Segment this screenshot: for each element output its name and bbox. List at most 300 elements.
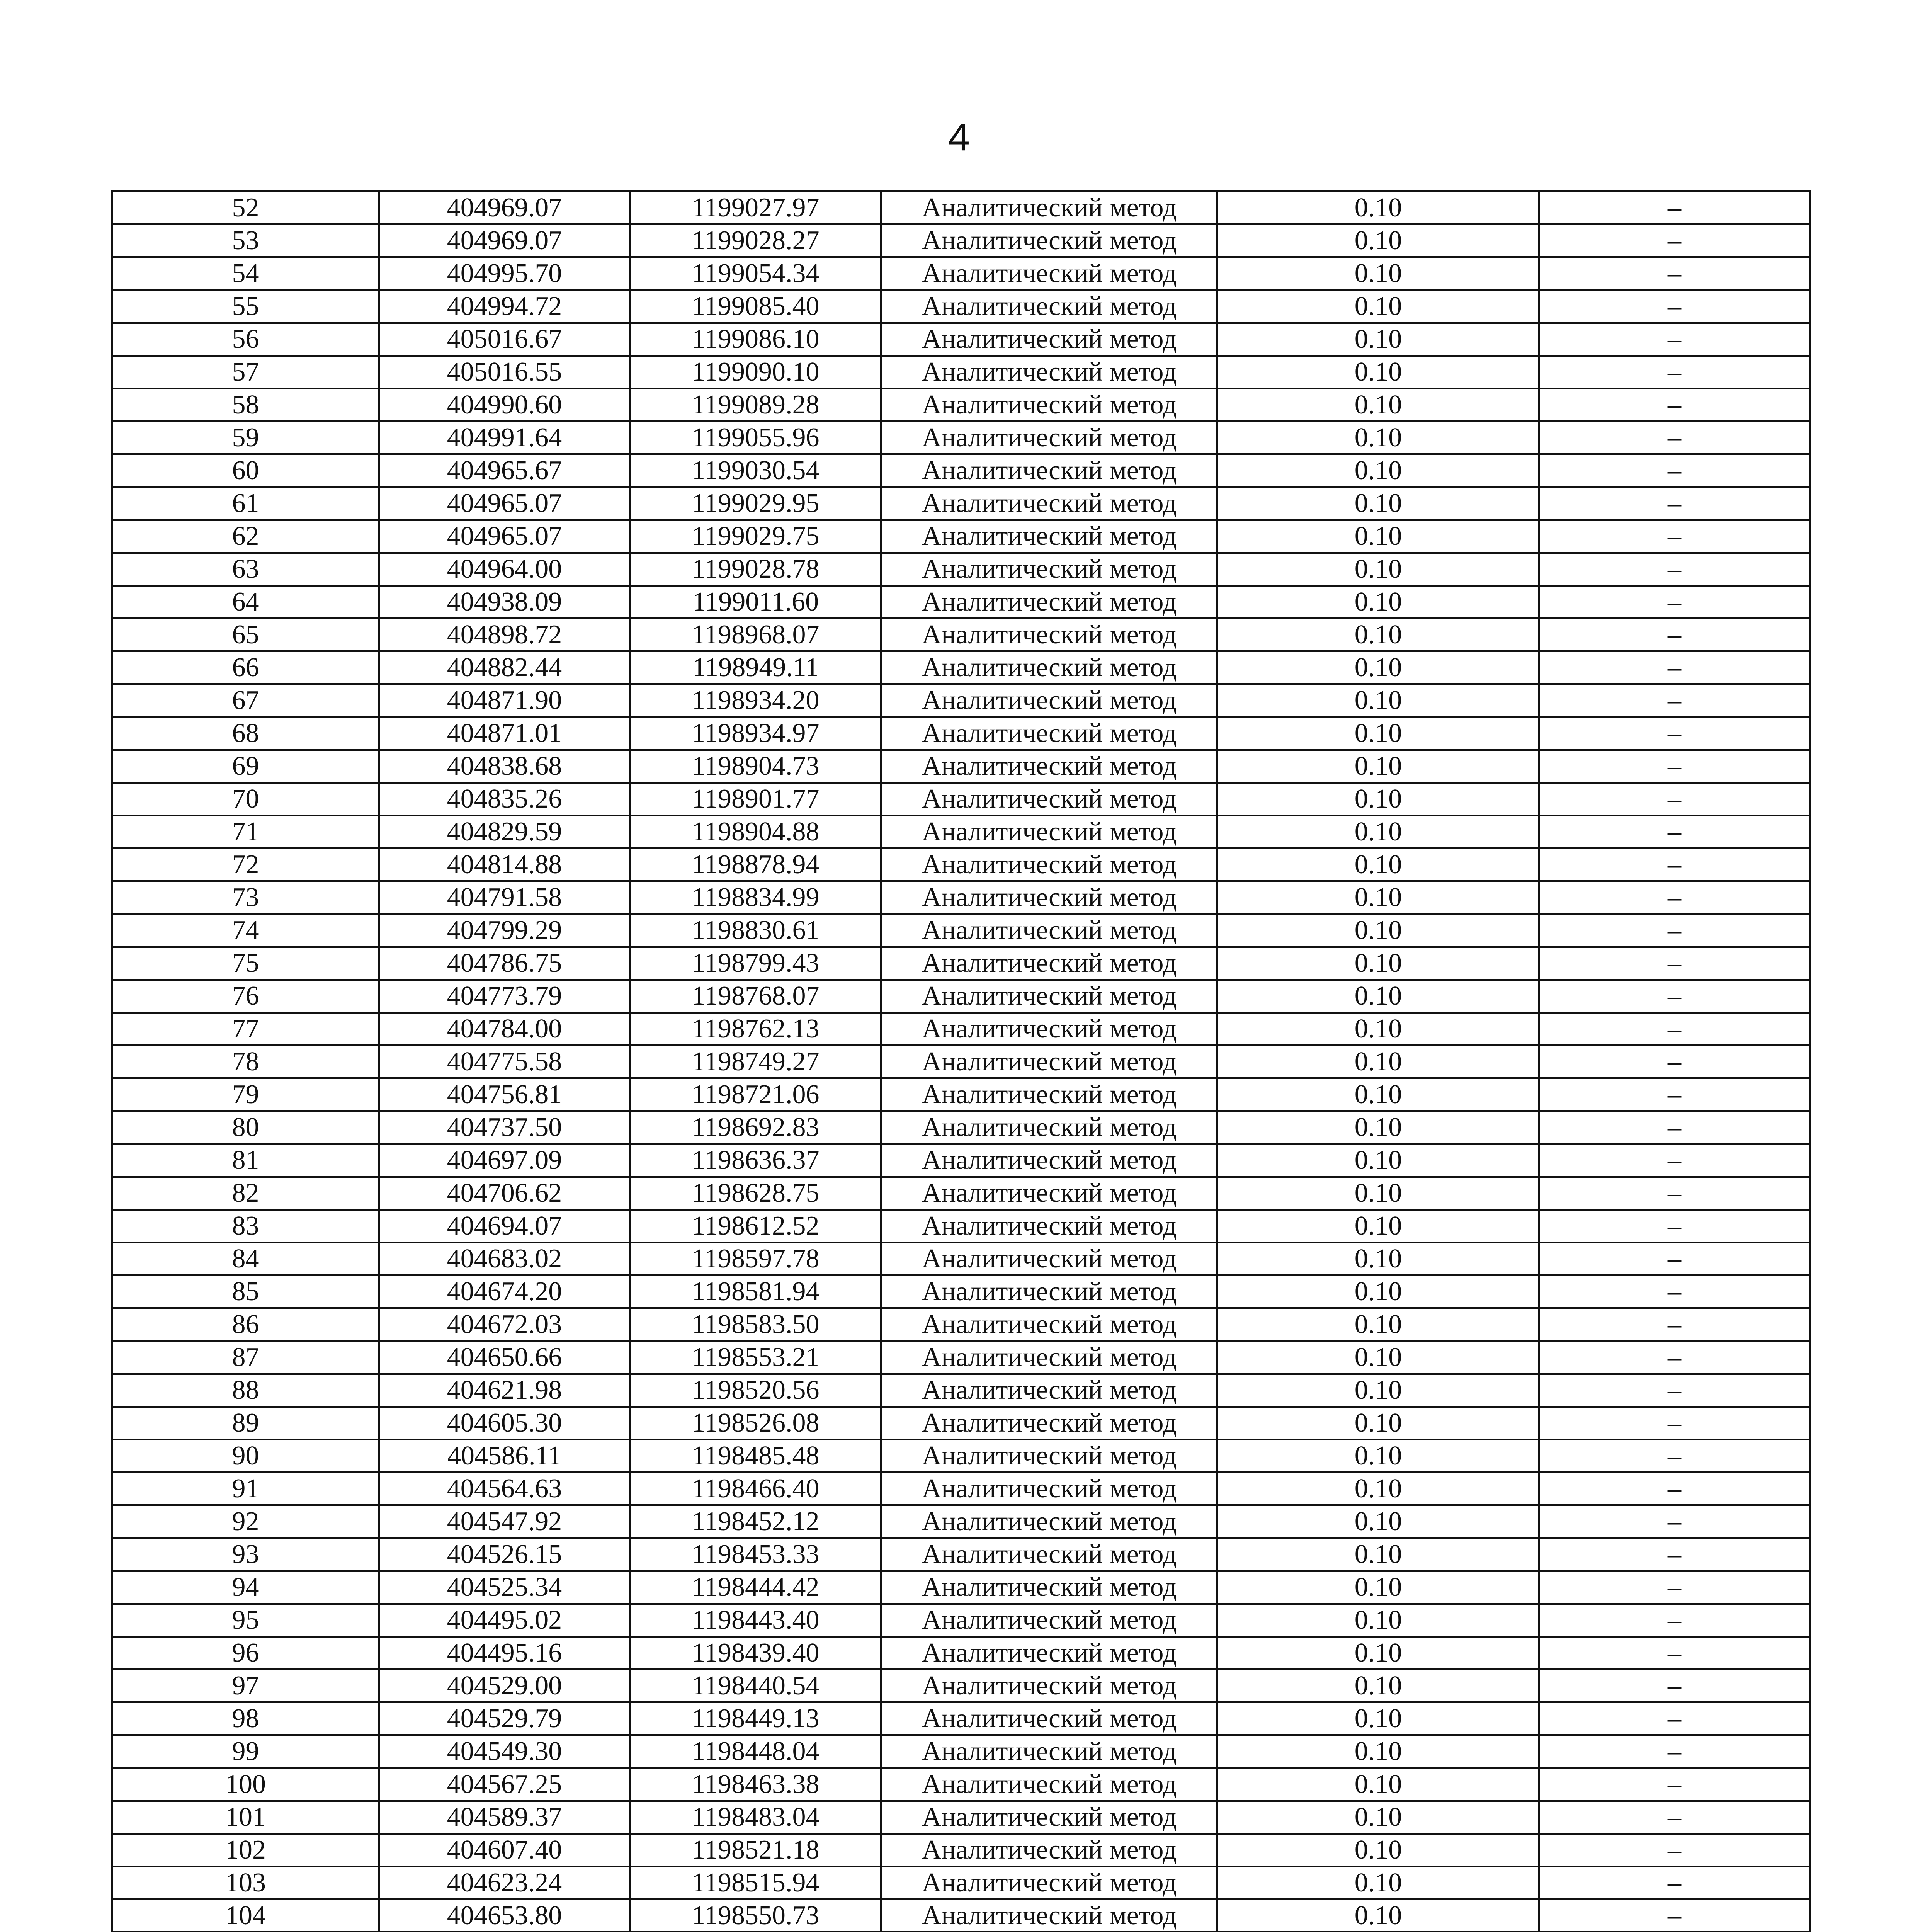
note-cell: – xyxy=(1539,1867,1810,1900)
y-coordinate-cell: 1198949.11 xyxy=(630,651,881,684)
y-coordinate-cell: 1198830.61 xyxy=(630,914,881,947)
accuracy-cell: 0.10 xyxy=(1217,816,1539,849)
y-coordinate-cell: 1199089.28 xyxy=(630,389,881,422)
point-number-cell: 96 xyxy=(112,1637,379,1670)
table-row xyxy=(112,454,1810,487)
point-number-cell: 82 xyxy=(112,1177,379,1210)
note-cell: – xyxy=(1539,1538,1810,1571)
y-coordinate-cell: 1198904.88 xyxy=(630,816,881,849)
accuracy-cell: 0.10 xyxy=(1217,1243,1539,1276)
method-cell: Аналитический метод xyxy=(881,487,1217,520)
x-coordinate-cell: 405016.55 xyxy=(379,356,630,389)
note-cell: – xyxy=(1539,422,1810,454)
x-coordinate-cell: 404495.16 xyxy=(379,1637,630,1670)
method-cell: Аналитический метод xyxy=(881,1046,1217,1078)
accuracy-cell: 0.10 xyxy=(1217,717,1539,750)
y-coordinate-cell: 1198934.20 xyxy=(630,684,881,717)
y-coordinate-cell: 1198452.12 xyxy=(630,1505,881,1538)
accuracy-cell: 0.10 xyxy=(1217,1276,1539,1308)
note-cell: – xyxy=(1539,1473,1810,1505)
x-coordinate-cell: 404737.50 xyxy=(379,1111,630,1144)
method-cell: Аналитический метод xyxy=(881,1177,1217,1210)
x-coordinate-cell: 404938.09 xyxy=(379,586,630,619)
x-coordinate-cell: 404791.58 xyxy=(379,881,630,914)
point-number-cell: 83 xyxy=(112,1210,379,1243)
accuracy-cell: 0.10 xyxy=(1217,356,1539,389)
y-coordinate-cell: 1198762.13 xyxy=(630,1013,881,1046)
x-coordinate-cell: 404621.98 xyxy=(379,1374,630,1407)
point-number-cell: 102 xyxy=(112,1834,379,1867)
accuracy-cell: 0.10 xyxy=(1217,1407,1539,1440)
method-cell: Аналитический метод xyxy=(881,1144,1217,1177)
note-cell: – xyxy=(1539,1407,1810,1440)
y-coordinate-cell: 1199027.97 xyxy=(630,192,881,224)
accuracy-cell: 0.10 xyxy=(1217,1670,1539,1702)
y-coordinate-cell: 1198440.54 xyxy=(630,1670,881,1702)
method-cell: Аналитический метод xyxy=(881,684,1217,717)
note-cell: – xyxy=(1539,257,1810,290)
accuracy-cell: 0.10 xyxy=(1217,1735,1539,1768)
y-coordinate-cell: 1198968.07 xyxy=(630,619,881,651)
x-coordinate-cell: 404994.72 xyxy=(379,290,630,323)
point-number-cell: 62 xyxy=(112,520,379,553)
accuracy-cell: 0.10 xyxy=(1217,684,1539,717)
y-coordinate-cell: 1198901.77 xyxy=(630,783,881,816)
note-cell: – xyxy=(1539,1243,1810,1276)
point-number-cell: 54 xyxy=(112,257,379,290)
note-cell: – xyxy=(1539,947,1810,980)
y-coordinate-cell: 1199085.40 xyxy=(630,290,881,323)
point-number-cell: 63 xyxy=(112,553,379,586)
method-cell: Аналитический метод xyxy=(881,224,1217,257)
method-cell: Аналитический метод xyxy=(881,1670,1217,1702)
method-cell: Аналитический метод xyxy=(881,1538,1217,1571)
accuracy-cell: 0.10 xyxy=(1217,1308,1539,1341)
point-number-cell: 81 xyxy=(112,1144,379,1177)
method-cell: Аналитический метод xyxy=(881,1571,1217,1604)
point-number-cell: 67 xyxy=(112,684,379,717)
table-row xyxy=(112,717,1810,750)
y-coordinate-cell: 1199028.27 xyxy=(630,224,881,257)
method-cell: Аналитический метод xyxy=(881,783,1217,816)
table-row xyxy=(112,1505,1810,1538)
point-number-cell: 55 xyxy=(112,290,379,323)
note-cell: – xyxy=(1539,553,1810,586)
y-coordinate-cell: 1198520.56 xyxy=(630,1374,881,1407)
note-cell: – xyxy=(1539,816,1810,849)
x-coordinate-cell: 404835.26 xyxy=(379,783,630,816)
point-number-cell: 93 xyxy=(112,1538,379,1571)
x-coordinate-cell: 404653.80 xyxy=(379,1900,630,1932)
accuracy-cell: 0.10 xyxy=(1217,1374,1539,1407)
note-cell: – xyxy=(1539,980,1810,1013)
note-cell: – xyxy=(1539,1801,1810,1834)
accuracy-cell: 0.10 xyxy=(1217,1210,1539,1243)
method-cell: Аналитический метод xyxy=(881,750,1217,783)
accuracy-cell: 0.10 xyxy=(1217,224,1539,257)
y-coordinate-cell: 1198466.40 xyxy=(630,1473,881,1505)
table-row xyxy=(112,1276,1810,1308)
x-coordinate-cell: 404529.00 xyxy=(379,1670,630,1702)
method-cell: Аналитический метод xyxy=(881,520,1217,553)
y-coordinate-cell: 1198485.48 xyxy=(630,1440,881,1473)
table-row xyxy=(112,1341,1810,1374)
table-row xyxy=(112,422,1810,454)
accuracy-cell: 0.10 xyxy=(1217,323,1539,356)
note-cell: – xyxy=(1539,1177,1810,1210)
table-row xyxy=(112,783,1810,816)
table-row xyxy=(112,487,1810,520)
point-number-cell: 99 xyxy=(112,1735,379,1768)
table-row xyxy=(112,1834,1810,1867)
point-number-cell: 56 xyxy=(112,323,379,356)
table-row xyxy=(112,1144,1810,1177)
point-number-cell: 90 xyxy=(112,1440,379,1473)
table-row xyxy=(112,750,1810,783)
x-coordinate-cell: 404898.72 xyxy=(379,619,630,651)
y-coordinate-cell: 1198550.73 xyxy=(630,1900,881,1932)
point-number-cell: 98 xyxy=(112,1702,379,1735)
y-coordinate-cell: 1198448.04 xyxy=(630,1735,881,1768)
method-cell: Аналитический метод xyxy=(881,816,1217,849)
table-row xyxy=(112,553,1810,586)
x-coordinate-cell: 404775.58 xyxy=(379,1046,630,1078)
note-cell: – xyxy=(1539,1111,1810,1144)
accuracy-cell: 0.10 xyxy=(1217,1473,1539,1505)
accuracy-cell: 0.10 xyxy=(1217,849,1539,881)
accuracy-cell: 0.10 xyxy=(1217,1604,1539,1637)
x-coordinate-cell: 404495.02 xyxy=(379,1604,630,1637)
note-cell: – xyxy=(1539,1670,1810,1702)
x-coordinate-cell: 404882.44 xyxy=(379,651,630,684)
note-cell: – xyxy=(1539,1604,1810,1637)
table-row xyxy=(112,1604,1810,1637)
point-number-cell: 79 xyxy=(112,1078,379,1111)
accuracy-cell: 0.10 xyxy=(1217,553,1539,586)
accuracy-cell: 0.10 xyxy=(1217,750,1539,783)
table-row xyxy=(112,1768,1810,1801)
point-number-cell: 73 xyxy=(112,881,379,914)
method-cell: Аналитический метод xyxy=(881,651,1217,684)
table-row xyxy=(112,1571,1810,1604)
coordinates-table xyxy=(111,190,1811,1932)
x-coordinate-cell: 404829.59 xyxy=(379,816,630,849)
accuracy-cell: 0.10 xyxy=(1217,586,1539,619)
x-coordinate-cell: 404605.30 xyxy=(379,1407,630,1440)
table-row xyxy=(112,1670,1810,1702)
note-cell: – xyxy=(1539,1440,1810,1473)
x-coordinate-cell: 404607.40 xyxy=(379,1834,630,1867)
method-cell: Аналитический метод xyxy=(881,1801,1217,1834)
y-coordinate-cell: 1198768.07 xyxy=(630,980,881,1013)
accuracy-cell: 0.10 xyxy=(1217,947,1539,980)
method-cell: Аналитический метод xyxy=(881,947,1217,980)
y-coordinate-cell: 1198515.94 xyxy=(630,1867,881,1900)
note-cell: – xyxy=(1539,1571,1810,1604)
y-coordinate-cell: 1198439.40 xyxy=(630,1637,881,1670)
method-cell: Аналитический метод xyxy=(881,1374,1217,1407)
x-coordinate-cell: 404650.66 xyxy=(379,1341,630,1374)
method-cell: Аналитический метод xyxy=(881,1407,1217,1440)
y-coordinate-cell: 1199090.10 xyxy=(630,356,881,389)
note-cell: – xyxy=(1539,1308,1810,1341)
note-cell: – xyxy=(1539,1637,1810,1670)
accuracy-cell: 0.10 xyxy=(1217,1702,1539,1735)
point-number-cell: 58 xyxy=(112,389,379,422)
table-row xyxy=(112,1013,1810,1046)
method-cell: Аналитический метод xyxy=(881,454,1217,487)
y-coordinate-cell: 1199086.10 xyxy=(630,323,881,356)
table-row xyxy=(112,1177,1810,1210)
note-cell: – xyxy=(1539,1144,1810,1177)
x-coordinate-cell: 404683.02 xyxy=(379,1243,630,1276)
x-coordinate-cell: 404549.30 xyxy=(379,1735,630,1768)
method-cell: Аналитический метод xyxy=(881,1341,1217,1374)
accuracy-cell: 0.10 xyxy=(1217,422,1539,454)
method-cell: Аналитический метод xyxy=(881,356,1217,389)
table-row xyxy=(112,1801,1810,1834)
page-number: 4 xyxy=(948,116,970,159)
accuracy-cell: 0.10 xyxy=(1217,1834,1539,1867)
table-row xyxy=(112,257,1810,290)
y-coordinate-cell: 1199028.78 xyxy=(630,553,881,586)
table-row xyxy=(112,1078,1810,1111)
method-cell: Аналитический метод xyxy=(881,849,1217,881)
method-cell: Аналитический метод xyxy=(881,980,1217,1013)
note-cell: – xyxy=(1539,1374,1810,1407)
x-coordinate-cell: 404674.20 xyxy=(379,1276,630,1308)
x-coordinate-cell: 404756.81 xyxy=(379,1078,630,1111)
x-coordinate-cell: 404706.62 xyxy=(379,1177,630,1210)
table-row xyxy=(112,980,1810,1013)
method-cell: Аналитический метод xyxy=(881,323,1217,356)
table-row xyxy=(112,947,1810,980)
table-row xyxy=(112,684,1810,717)
accuracy-cell: 0.10 xyxy=(1217,1538,1539,1571)
point-number-cell: 52 xyxy=(112,192,379,224)
point-number-cell: 70 xyxy=(112,783,379,816)
y-coordinate-cell: 1198628.75 xyxy=(630,1177,881,1210)
table-row xyxy=(112,224,1810,257)
coordinates-table-body xyxy=(112,192,1810,1932)
note-cell: – xyxy=(1539,1735,1810,1768)
method-cell: Аналитический метод xyxy=(881,192,1217,224)
method-cell: Аналитический метод xyxy=(881,1768,1217,1801)
method-cell: Аналитический метод xyxy=(881,1276,1217,1308)
accuracy-cell: 0.10 xyxy=(1217,1144,1539,1177)
y-coordinate-cell: 1198636.37 xyxy=(630,1144,881,1177)
y-coordinate-cell: 1198553.21 xyxy=(630,1341,881,1374)
point-number-cell: 72 xyxy=(112,849,379,881)
point-number-cell: 71 xyxy=(112,816,379,849)
x-coordinate-cell: 404965.07 xyxy=(379,520,630,553)
y-coordinate-cell: 1198721.06 xyxy=(630,1078,881,1111)
accuracy-cell: 0.10 xyxy=(1217,1013,1539,1046)
accuracy-cell: 0.10 xyxy=(1217,619,1539,651)
y-coordinate-cell: 1198878.94 xyxy=(630,849,881,881)
y-coordinate-cell: 1199029.95 xyxy=(630,487,881,520)
y-coordinate-cell: 1198449.13 xyxy=(630,1702,881,1735)
point-number-cell: 95 xyxy=(112,1604,379,1637)
method-cell: Аналитический метод xyxy=(881,1440,1217,1473)
table-row xyxy=(112,1046,1810,1078)
note-cell: – xyxy=(1539,192,1810,224)
table-row xyxy=(112,881,1810,914)
y-coordinate-cell: 1198749.27 xyxy=(630,1046,881,1078)
note-cell: – xyxy=(1539,487,1810,520)
table-row xyxy=(112,1374,1810,1407)
note-cell: – xyxy=(1539,881,1810,914)
x-coordinate-cell: 404964.00 xyxy=(379,553,630,586)
note-cell: – xyxy=(1539,1276,1810,1308)
note-cell: – xyxy=(1539,684,1810,717)
table-row xyxy=(112,1440,1810,1473)
y-coordinate-cell: 1198463.38 xyxy=(630,1768,881,1801)
point-number-cell: 100 xyxy=(112,1768,379,1801)
table-row xyxy=(112,1702,1810,1735)
accuracy-cell: 0.10 xyxy=(1217,1867,1539,1900)
x-coordinate-cell: 404871.01 xyxy=(379,717,630,750)
point-number-cell: 68 xyxy=(112,717,379,750)
point-number-cell: 57 xyxy=(112,356,379,389)
table-row xyxy=(112,192,1810,224)
method-cell: Аналитический метод xyxy=(881,717,1217,750)
x-coordinate-cell: 404965.07 xyxy=(379,487,630,520)
method-cell: Аналитический метод xyxy=(881,257,1217,290)
note-cell: – xyxy=(1539,1834,1810,1867)
accuracy-cell: 0.10 xyxy=(1217,1571,1539,1604)
y-coordinate-cell: 1198444.42 xyxy=(630,1571,881,1604)
x-coordinate-cell: 404814.88 xyxy=(379,849,630,881)
note-cell: – xyxy=(1539,1210,1810,1243)
table-row xyxy=(112,816,1810,849)
x-coordinate-cell: 404589.37 xyxy=(379,1801,630,1834)
accuracy-cell: 0.10 xyxy=(1217,1768,1539,1801)
point-number-cell: 69 xyxy=(112,750,379,783)
table-row xyxy=(112,849,1810,881)
y-coordinate-cell: 1198583.50 xyxy=(630,1308,881,1341)
y-coordinate-cell: 1198692.83 xyxy=(630,1111,881,1144)
table-row xyxy=(112,520,1810,553)
accuracy-cell: 0.10 xyxy=(1217,1637,1539,1670)
method-cell: Аналитический метод xyxy=(881,1900,1217,1932)
table-row xyxy=(112,1637,1810,1670)
point-number-cell: 78 xyxy=(112,1046,379,1078)
point-number-cell: 75 xyxy=(112,947,379,980)
note-cell: – xyxy=(1539,586,1810,619)
x-coordinate-cell: 404697.09 xyxy=(379,1144,630,1177)
x-coordinate-cell: 404969.07 xyxy=(379,224,630,257)
point-number-cell: 94 xyxy=(112,1571,379,1604)
note-cell: – xyxy=(1539,323,1810,356)
y-coordinate-cell: 1199054.34 xyxy=(630,257,881,290)
y-coordinate-cell: 1198834.99 xyxy=(630,881,881,914)
x-coordinate-cell: 404969.07 xyxy=(379,192,630,224)
method-cell: Аналитический метод xyxy=(881,1702,1217,1735)
table-row xyxy=(112,1538,1810,1571)
accuracy-cell: 0.10 xyxy=(1217,257,1539,290)
table-row xyxy=(112,586,1810,619)
point-number-cell: 59 xyxy=(112,422,379,454)
y-coordinate-cell: 1198453.33 xyxy=(630,1538,881,1571)
point-number-cell: 88 xyxy=(112,1374,379,1407)
y-coordinate-cell: 1199011.60 xyxy=(630,586,881,619)
point-number-cell: 103 xyxy=(112,1867,379,1900)
point-number-cell: 84 xyxy=(112,1243,379,1276)
note-cell: – xyxy=(1539,619,1810,651)
note-cell: – xyxy=(1539,389,1810,422)
table-row xyxy=(112,1308,1810,1341)
table-row xyxy=(112,323,1810,356)
accuracy-cell: 0.10 xyxy=(1217,1801,1539,1834)
accuracy-cell: 0.10 xyxy=(1217,783,1539,816)
accuracy-cell: 0.10 xyxy=(1217,192,1539,224)
note-cell: – xyxy=(1539,224,1810,257)
method-cell: Аналитический метод xyxy=(881,1604,1217,1637)
x-coordinate-cell: 404526.15 xyxy=(379,1538,630,1571)
point-number-cell: 76 xyxy=(112,980,379,1013)
point-number-cell: 60 xyxy=(112,454,379,487)
y-coordinate-cell: 1198483.04 xyxy=(630,1801,881,1834)
table-row xyxy=(112,914,1810,947)
x-coordinate-cell: 404623.24 xyxy=(379,1867,630,1900)
accuracy-cell: 0.10 xyxy=(1217,1078,1539,1111)
point-number-cell: 61 xyxy=(112,487,379,520)
table-row xyxy=(112,1210,1810,1243)
accuracy-cell: 0.10 xyxy=(1217,914,1539,947)
table-row xyxy=(112,1900,1810,1932)
accuracy-cell: 0.10 xyxy=(1217,1177,1539,1210)
note-cell: – xyxy=(1539,1013,1810,1046)
method-cell: Аналитический метод xyxy=(881,290,1217,323)
table-row xyxy=(112,1867,1810,1900)
table-row xyxy=(112,1243,1810,1276)
point-number-cell: 97 xyxy=(112,1670,379,1702)
x-coordinate-cell: 404529.79 xyxy=(379,1702,630,1735)
point-number-cell: 77 xyxy=(112,1013,379,1046)
method-cell: Аналитический метод xyxy=(881,1210,1217,1243)
x-coordinate-cell: 404564.63 xyxy=(379,1473,630,1505)
accuracy-cell: 0.10 xyxy=(1217,487,1539,520)
x-coordinate-cell: 404871.90 xyxy=(379,684,630,717)
method-cell: Аналитический метод xyxy=(881,1308,1217,1341)
point-number-cell: 104 xyxy=(112,1900,379,1932)
note-cell: – xyxy=(1539,717,1810,750)
table-row xyxy=(112,1407,1810,1440)
y-coordinate-cell: 1198597.78 xyxy=(630,1243,881,1276)
accuracy-cell: 0.10 xyxy=(1217,1046,1539,1078)
point-number-cell: 86 xyxy=(112,1308,379,1341)
method-cell: Аналитический метод xyxy=(881,1111,1217,1144)
table-row xyxy=(112,356,1810,389)
point-number-cell: 64 xyxy=(112,586,379,619)
point-number-cell: 80 xyxy=(112,1111,379,1144)
y-coordinate-cell: 1198934.97 xyxy=(630,717,881,750)
method-cell: Аналитический метод xyxy=(881,1243,1217,1276)
point-number-cell: 74 xyxy=(112,914,379,947)
x-coordinate-cell: 405016.67 xyxy=(379,323,630,356)
method-cell: Аналитический метод xyxy=(881,1473,1217,1505)
method-cell: Аналитический метод xyxy=(881,1013,1217,1046)
method-cell: Аналитический метод xyxy=(881,1637,1217,1670)
accuracy-cell: 0.10 xyxy=(1217,1341,1539,1374)
note-cell: – xyxy=(1539,750,1810,783)
note-cell: – xyxy=(1539,1078,1810,1111)
method-cell: Аналитический метод xyxy=(881,914,1217,947)
method-cell: Аналитический метод xyxy=(881,1078,1217,1111)
accuracy-cell: 0.10 xyxy=(1217,520,1539,553)
point-number-cell: 91 xyxy=(112,1473,379,1505)
